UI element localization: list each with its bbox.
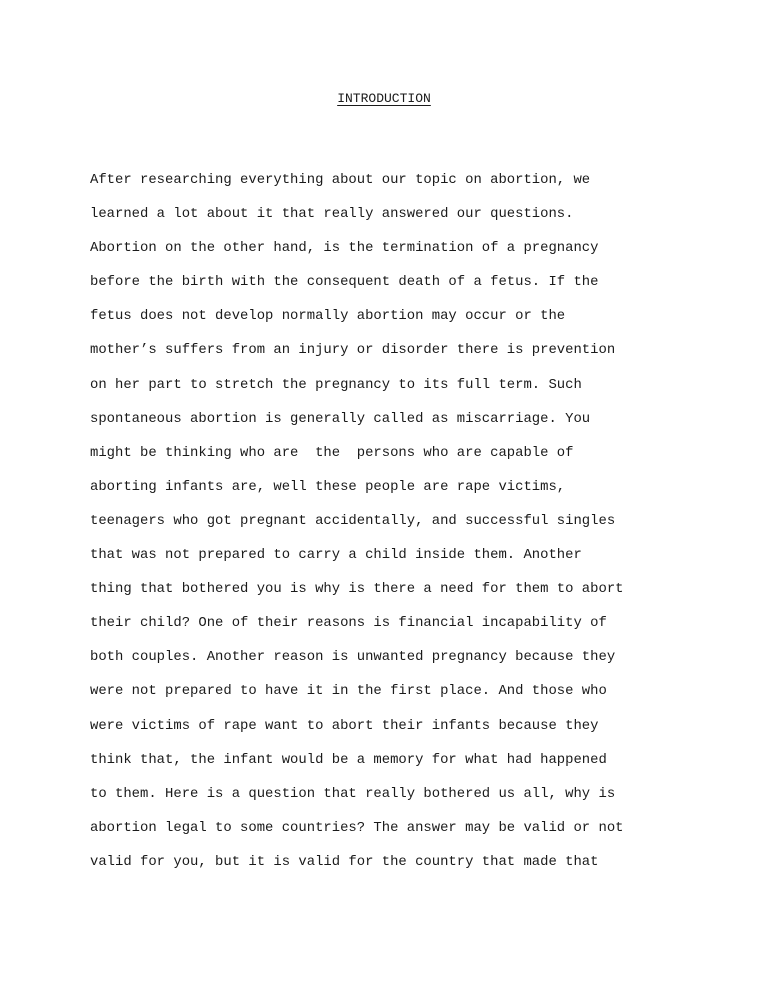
text-line: were not prepared to have it in the first place. And those who xyxy=(90,683,607,700)
text-line: think that, the infant would be a memory for what had happened xyxy=(90,751,607,768)
page-title xyxy=(0,91,768,107)
text-line: abortion legal to some countries? The answer may be valid or not xyxy=(90,819,624,836)
body-paragraph xyxy=(90,170,750,886)
text-line: fetus does not develop normally abortion may occur or the xyxy=(90,308,566,325)
text-line: were victims of rape want to abort their infants because they xyxy=(90,717,599,734)
text-line: aborting infants are, well these people are rape victims, xyxy=(90,478,566,495)
text-line: to them. Here is a question that really bothered us all, why is xyxy=(90,785,616,802)
text-line: learned a lot about it that really answered our questions. xyxy=(90,206,574,223)
text-line: spontaneous abortion is generally called as miscarriage. You xyxy=(90,410,591,427)
text-line: teenagers who got pregnant accidentally, and successful singles xyxy=(90,512,616,529)
text-line: their child? One of their reasons is financial incapability of xyxy=(90,615,607,632)
text-line: might be thinking who are the persons who are capable of xyxy=(90,444,574,461)
text-line: both couples. Another reason is unwanted pregnancy because they xyxy=(90,649,616,666)
text-line: before the birth with the consequent death of a fetus. If the xyxy=(90,274,599,291)
text-line: valid for you, but it is valid for the country that made that xyxy=(90,853,599,870)
text-line: on her part to stretch the pregnancy to its full term. Such xyxy=(90,376,582,393)
text-line: that was not prepared to carry a child inside them. Another xyxy=(90,547,582,564)
text-line: mother’s suffers from an injury or disorder there is prevention xyxy=(90,342,616,359)
text-line: Abortion on the other hand, is the termination of a pregnancy xyxy=(90,240,599,257)
title-text: INTRODUCTION xyxy=(337,91,431,106)
text-line: thing that bothered you is why is there a need for them to abort xyxy=(90,581,624,598)
text-line: After researching everything about our topic on abortion, we xyxy=(90,172,591,188)
